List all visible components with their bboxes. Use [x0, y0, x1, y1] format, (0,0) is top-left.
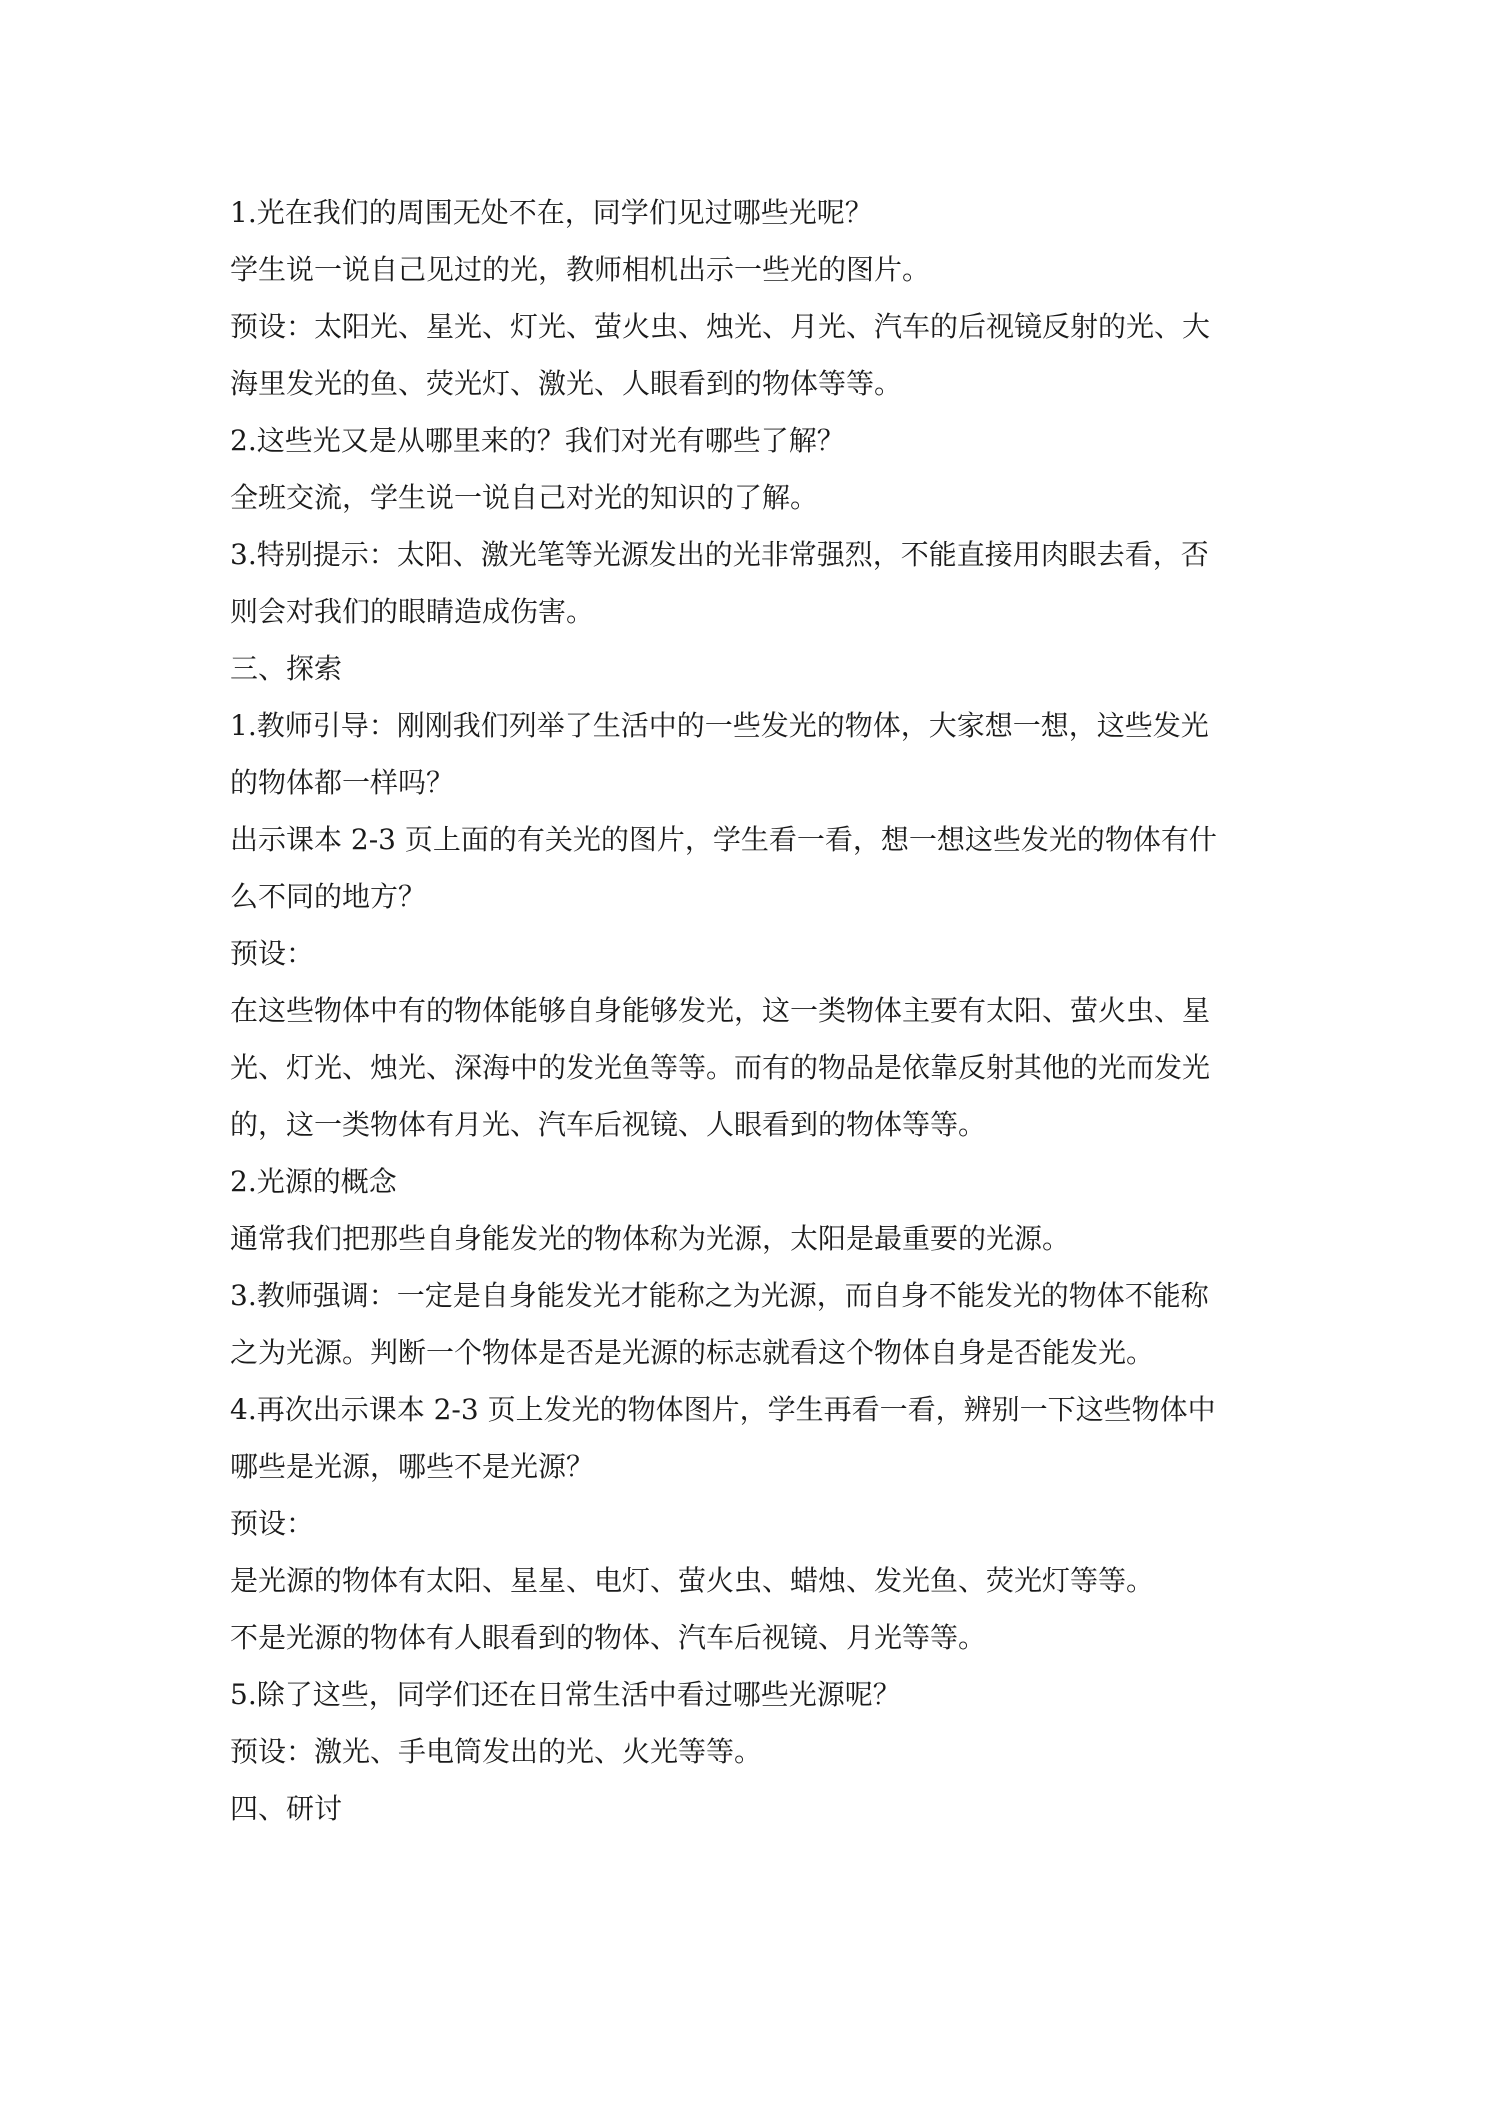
paragraph-line: 预设：激光、手电筒发出的光、火光等等。: [230, 1735, 763, 1768]
paragraph-line: 出示课本 2-3 页上面的有关光的图片，学生看一看，想一想这些发光的物体有什: [230, 823, 1217, 856]
paragraph-line: 预设：: [230, 937, 315, 970]
paragraph-line: 通常我们把那些自身能发光的物体称为光源，太阳是最重要的光源。: [230, 1222, 1071, 1255]
paragraph-line: 海里发光的鱼、荧光灯、激光、人眼看到的物体等等。: [230, 367, 903, 400]
paragraph-line: 4.再次出示课本 2-3 页上发光的物体图片，学生再看一看，辨别一下这些物体中: [230, 1393, 1216, 1426]
paragraph-line: 在这些物体中有的物体能够自身能够发光，这一类物体主要有太阳、萤火虫、星: [230, 994, 1211, 1027]
paragraph-line: 则会对我们的眼睛造成伤害。: [230, 595, 595, 628]
section-heading: 三、探索: [230, 652, 343, 685]
paragraph-line: 5.除了这些，同学们还在日常生活中看过哪些光源呢？: [230, 1678, 901, 1711]
paragraph-line: 学生说一说自己见过的光，教师相机出示一些光的图片。: [230, 253, 931, 286]
paragraph-line: 2.光源的概念: [230, 1165, 397, 1198]
paragraph-line: 1.教师引导：刚刚我们列举了生活中的一些发光的物体，大家想一想，这些发光: [230, 709, 1209, 742]
paragraph-line: 预设：太阳光、星光、灯光、萤火虫、烛光、月光、汽车的后视镜反射的光、大: [230, 310, 1211, 343]
paragraph-line: 3.特别提示：太阳、激光笔等光源发出的光非常强烈，不能直接用肉眼去看，否: [230, 538, 1209, 571]
paragraph-line: 之为光源。判断一个物体是否是光源的标志就看这个物体自身是否能发光。: [230, 1336, 1155, 1369]
paragraph-line: 的物体都一样吗？: [230, 766, 455, 799]
section-heading: 四、研讨: [230, 1792, 343, 1825]
paragraph-line: 2.这些光又是从哪里来的？我们对光有哪些了解？: [230, 424, 845, 457]
paragraph-line: 不是光源的物体有人眼看到的物体、汽车后视镜、月光等等。: [230, 1621, 987, 1654]
paragraph-line: 1.光在我们的周围无处不在，同学们见过哪些光呢？: [230, 196, 873, 229]
paragraph-line: 么不同的地方？: [230, 880, 427, 913]
paragraph-line: 光、灯光、烛光、深海中的发光鱼等等。而有的物品是依靠反射其他的光而发光: [230, 1051, 1211, 1084]
paragraph-line: 3.教师强调：一定是自身能发光才能称之为光源，而自身不能发光的物体不能称: [230, 1279, 1209, 1312]
paragraph-line: 是光源的物体有太阳、星星、电灯、萤火虫、蜡烛、发光鱼、荧光灯等等。: [230, 1564, 1155, 1597]
paragraph-line: 的，这一类物体有月光、汽车后视镜、人眼看到的物体等等。: [230, 1108, 987, 1141]
paragraph-line: 预设：: [230, 1507, 315, 1540]
paragraph-line: 全班交流，学生说一说自己对光的知识的了解。: [230, 481, 819, 514]
paragraph-line: 哪些是光源，哪些不是光源？: [230, 1450, 595, 1483]
document-body: [230, 190, 1270, 1843]
